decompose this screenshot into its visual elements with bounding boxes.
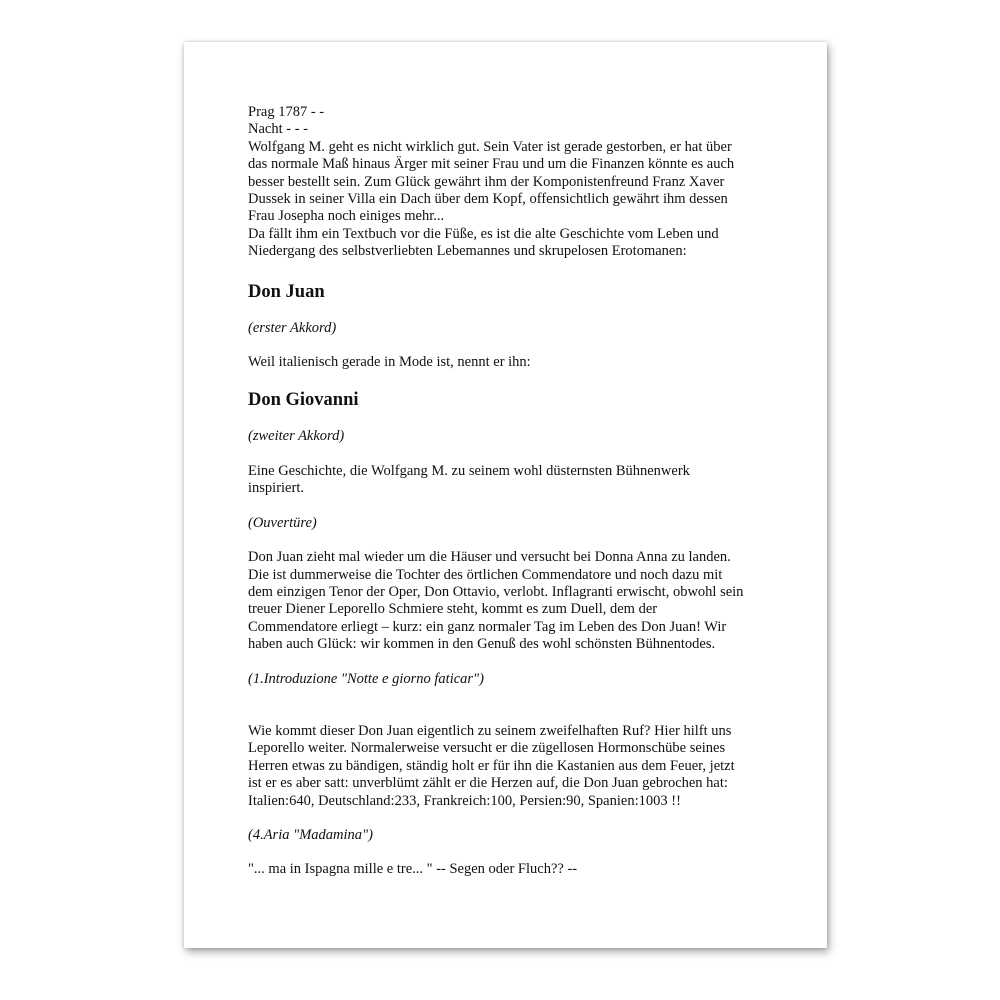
intro-paragraph-line: Da fällt ihm ein Textbuch vor die Füße, es ist die alte Geschichte vom Leben und	[248, 225, 719, 242]
heading-don-giovanni: Don Giovanni	[248, 390, 359, 411]
paragraph-line: Don Juan zieht mal wieder um die Häuser und versucht bei Donna Anna zu landen.	[248, 549, 731, 566]
intro-paragraph-line: Frau Josepha noch einiges mehr...	[248, 208, 445, 225]
paragraph-line: ist er es aber satt: unverblümt zählt er die Herzen auf, die Don Juan gebrochen hat:	[248, 775, 728, 792]
paragraph-line: Leporello weiter. Normalerweise versucht er die zügellosen Hormonschübe seines	[248, 740, 726, 757]
intro-paragraph-line: Niedergang des selbstverliebten Lebemannes und skrupelosen Erotomanen:	[248, 243, 687, 260]
document-page	[184, 42, 827, 948]
paragraph-line: dem einzigen Tenor der Oper, Don Ottavio, verlobt. Inflagranti erwischt, obwohl sein	[248, 583, 744, 600]
paragraph-line: Wie kommt dieser Don Juan eigentlich zu seinem zweifelhaften Ruf? Hier hilft uns	[248, 722, 732, 739]
paragraph-don-juan-plot	[248, 549, 787, 653]
intro-paragraph-line: Dussek in seiner Villa ein Dach über dem Kopf, offensichtlich gewährt ihm dessen	[248, 191, 728, 208]
stage-note-second-chord: (zweiter Akkord)	[248, 428, 345, 445]
heading-don-juan: Don Juan	[248, 281, 325, 302]
intro-paragraph-line: Wolfgang M. geht es nicht wirklich gut. Sein Vater ist gerade gestorben, er hat über	[248, 138, 732, 155]
paragraph-line: Italien:640, Deutschland:233, Frankreich:100, Persien:90, Spanien:1003 !!	[248, 792, 681, 809]
paragraph-line: treuer Diener Leporello Schmiere steht, kommt es zum Duell, dem der	[248, 601, 658, 618]
intro-paragraph-line: besser bestellt sein. Zum Glück gewährt ihm der Komponistenfreund Franz Xaver	[248, 173, 725, 190]
intro-paragraph-line: das normale Maß hinaus Ärger mit seiner Frau und um die Finanzen könnte es auch	[248, 156, 735, 173]
paragraph-story	[248, 463, 787, 498]
paragraph-line: Herren etwas zu bändigen, ständig holt er für ihn die Kastanien aus dem Feuer, jetzt	[248, 757, 735, 774]
paragraph-italian: Weil italienisch gerade in Mode ist, nennt er ihn:	[248, 354, 531, 371]
stage-note-first-chord: (erster Akkord)	[248, 319, 337, 336]
place-date-line: Prag 1787 - -	[248, 104, 325, 120]
paragraph-line: haben auch Glück: wir kommen in den Genuß des wohl schönsten Bühnentodes.	[248, 636, 716, 653]
intro-block	[248, 104, 787, 261]
stage-note-aria: (4.Aria "Madamina")	[248, 826, 373, 843]
paragraph-line: Eine Geschichte, die Wolfgang M. zu seinem wohl düsternsten Bühnenwerk	[248, 462, 690, 479]
stage-note-overture: (Ouvertüre)	[248, 514, 317, 531]
night-line: Nacht - - -	[248, 121, 308, 138]
stage-note-introduzione: (1.Introduzione "Notte e giorno faticar")	[248, 670, 484, 687]
paragraph-line: Commendatore erliegt – kurz: ein ganz normaler Tag im Leben des Don Juan! Wir	[248, 618, 727, 635]
paragraph-line: Die ist dummerweise die Tochter des örtlichen Commendatore und noch dazu mit	[248, 566, 723, 583]
paragraph-line: inspiriert.	[248, 480, 304, 497]
closing-line: "... ma in Ispagna mille e tre... " -- Segen oder Fluch?? --	[248, 861, 578, 878]
paragraph-leporello	[248, 723, 787, 810]
